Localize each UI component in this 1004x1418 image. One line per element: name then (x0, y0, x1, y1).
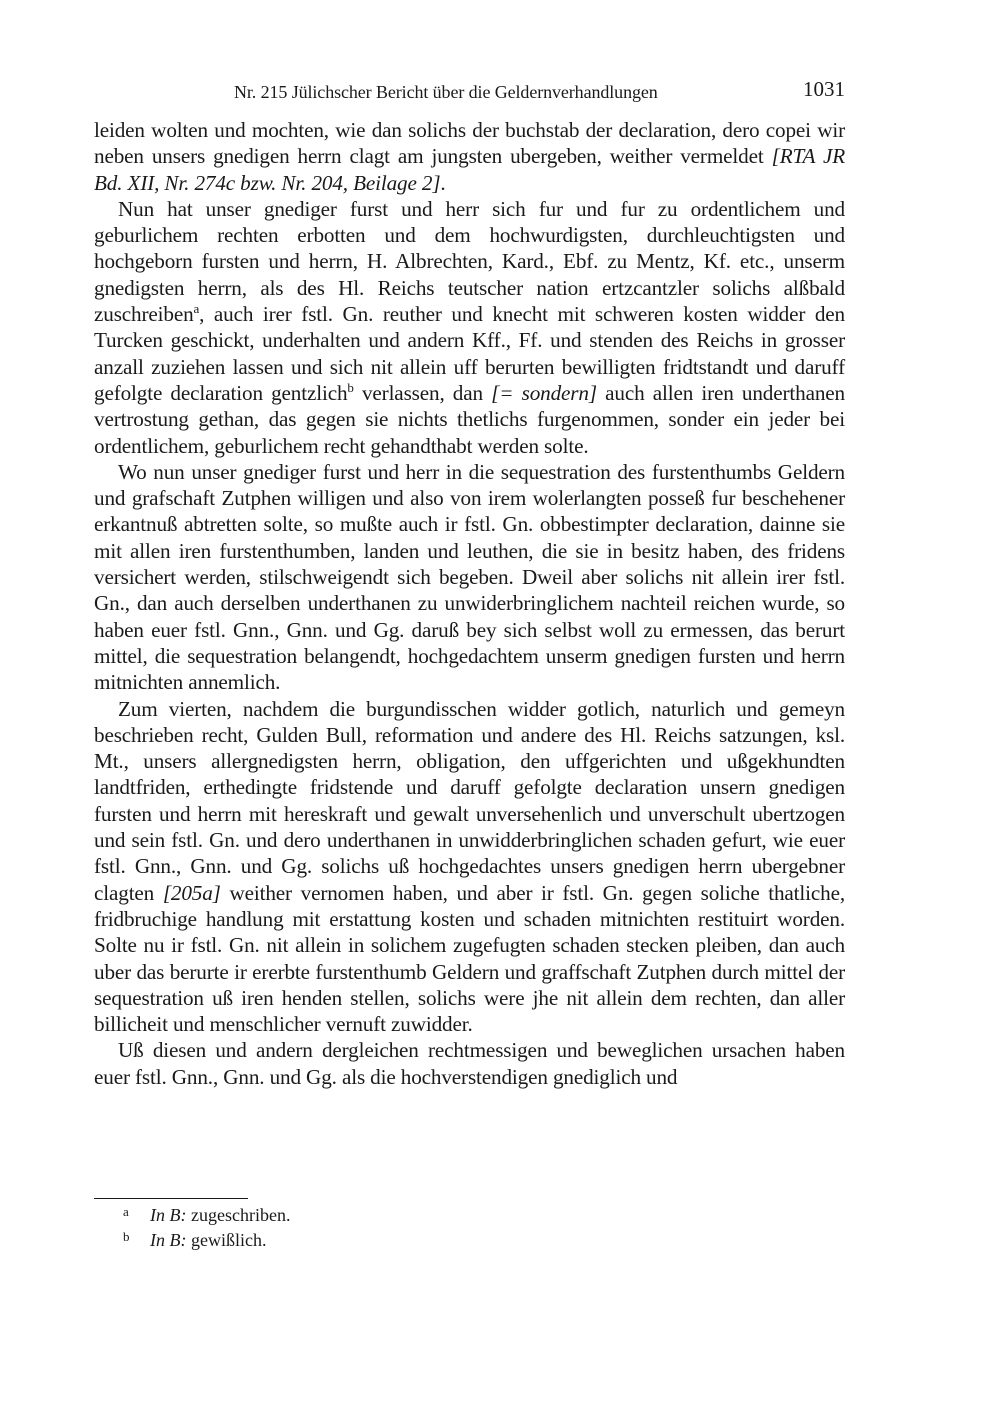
footnote-reading: zugeschriben. (186, 1205, 291, 1225)
text-run: leiden wolten und mochten, wie dan solichs der buchstab der declaration, dero copei wir neben unsers gnedigen herrn clagt am jungsten ubergeben, weither vermeldet (94, 118, 845, 169)
text-run: auch allen iren underthanen vertrostung gethan, das gegen sie nichts thetlichs furgenommen, sonder ein jeder bei ordentlichem, geburlichem recht gehandthabt werden solte. (94, 380, 845, 458)
footnote-ref-a: a (193, 301, 200, 317)
text-run: . (440, 170, 446, 195)
text-run: weither vernomen haben, und aber ir fstl. Gn. gegen soliche thatliche, fridbruchige handlung mit erstattung kosten und schaden mitnichten restituirt worden. Solte nu ir fstl. Gn. nit allein in solichem zugefugten schaden stecken pleiben, dan auch uber das berurte ir ererbte furstenthumb Geldern und graffschaft Zutphen durch mittel der sequestration uß iren henden stellen, solichs were jhe nit allein dem rechten, dan aller billicheit und menschlicher vernuft zuwidder. (94, 880, 845, 1037)
editorial-note: [205a] (162, 880, 221, 905)
footnote-text (150, 1228, 266, 1253)
footnote-letter: a (123, 1204, 129, 1219)
page (94, 76, 845, 1090)
text-run: Zum vierten, nachdem die burgundisschen widder gotlich, naturlich und gemeyn beschrieben recht, Gulden Bull, reformation und andere des Hl. Reichs satzungen, ksl. Mt., unsers allergnedigsten herrn, obligation, den uffgerichten und ußgekhundten landtfriden, erthedingte fridstende und daruff gefolgte declaration unsern gnedigen fursten und herrn mit hereskraft und gewalt unversehenlich und unverschult ubertzogen und sein fstl. Gn. und dero underthanen in unwidderbringlichen schaden gefurt, wie euer fstl. Gnn., Gnn. und Gg. solichs uß hochgedachtes unsers gnedigen herrn ubergebner clagten (94, 696, 845, 905)
text-run: Uß diesen und andern dergleichen rechtmessigen und beweglichen ursachen haben euer fstl. Gnn., Gnn. und Gg. als die hochverstendigen gnediglich und (94, 1038, 845, 1089)
paragraph-5 (94, 1037, 845, 1090)
footnote-source: In B: (150, 1205, 187, 1225)
footnote-divider (94, 1198, 248, 1199)
text-run: Nun hat unser gnediger furst und herr sich fur und fur zu ordentlichem und geburlichem rechten erbotten und dem hochwurdigsten, durchleuchtigsten und hochgeborn fursten und herrn, H. Albrechten, Kard., Ebf. zu Mentz, Kf. etc., unserm gnedigsten herrn, als des Hl. Reichs teutscher nation ertzcantzler solichs alßbald zuschreiben (94, 196, 845, 327)
editorial-note: [RTA JR Bd. XII, Nr. 274c bzw. Nr. 204, Beilage 2] (94, 144, 845, 195)
footnote-a (94, 1203, 845, 1228)
paragraph-3 (94, 459, 845, 696)
running-title: Nr. 215 Jülichscher Bericht über die Geldernverhandlungen (234, 82, 658, 102)
paragraph-2 (94, 196, 845, 459)
footnote-ref-b: b (347, 379, 354, 395)
text-run: , auch irer fstl. Gn. reuther und knecht mit schweren kosten widder den Turcken geschickt, underhalten und andern Kff., Ff. und stenden des Reichs in grosser anzall zuziehen lassen und sich nit allein uff berurten bewilligten fridtstandt und daruff gefolgte declaration gentzlich (94, 302, 845, 405)
page-number: 1031 (803, 77, 845, 101)
editorial-note: [= sondern] (491, 380, 597, 405)
running-head (94, 76, 845, 112)
paragraph-1 (94, 117, 845, 196)
footnote-b (94, 1228, 845, 1253)
text-run: Wo nun unser gnediger furst und herr in die sequestration des furstenthumbs Geldern und grafschaft Zutphen willigen und also von irem wolerlangten posseß fur beschehener erkantnuß abtretten solte, so mußte auch ir fstl. Gn. obbestimpter declaration, dainne sie mit allen iren furstenthumben, landen und leuthen, die sie in besitz haben, des fridens versichert werden, stilschweigendt sich begeben. Dweil aber solichs nit allein irer fstl. Gn., dan auch derselben underthanen zu unwiderbringlichem nachteil reichen wurde, so haben euer fstl. Gnn., Gnn. und Gg. daruß bey sich selbst woll zu ermessen, das berurt mittel, die sequestration belangendt, hochgedachtem unserm gnedigen fursten und herrn mitnichten annemlich. (94, 459, 845, 695)
footnote-text (150, 1203, 290, 1228)
text-run: verlassen, dan (353, 380, 492, 405)
footnote-source: In B: (150, 1230, 187, 1250)
footnotes (94, 1203, 845, 1253)
paragraph-4 (94, 696, 845, 1038)
footnote-letter: b (123, 1229, 130, 1244)
footnote-reading: gewißlich. (186, 1230, 267, 1250)
body-text (94, 117, 845, 1090)
